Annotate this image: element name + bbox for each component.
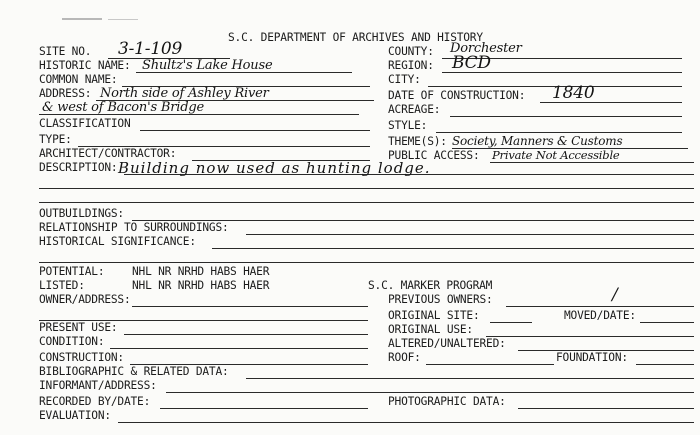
foundation-label: FOUNDATION: xyxy=(556,351,628,364)
public-access-line xyxy=(490,162,694,163)
themes-label: THEME(S): xyxy=(388,135,447,148)
moved-date-label: MOVED/DATE: xyxy=(564,309,636,322)
recorded-by-label: RECORDED BY/DATE: xyxy=(39,395,151,408)
bibliographic-label: BIBLIOGRAPHIC & RELATED DATA: xyxy=(39,365,229,378)
description-line-3 xyxy=(39,202,694,203)
description-label: DESCRIPTION: xyxy=(39,161,118,174)
smudge-mark xyxy=(62,18,102,20)
informant-label: INFORMANT/ADDRESS: xyxy=(39,379,157,392)
acreage-line xyxy=(450,116,682,117)
original-use-line xyxy=(486,336,694,337)
smudge-mark xyxy=(108,19,138,20)
roof-line xyxy=(426,364,554,365)
photographic-data-line xyxy=(518,408,694,409)
date-of-construction-value: 1840 xyxy=(552,83,595,103)
condition-line xyxy=(110,348,368,349)
original-site-mark: / xyxy=(612,285,618,305)
moved-date-line xyxy=(640,322,694,323)
previous-owners-label: PREVIOUS OWNERS: xyxy=(388,293,493,306)
county-label: COUNTY: xyxy=(388,45,434,58)
photographic-data-label: PHOTOGRAPHIC DATA: xyxy=(388,395,506,408)
owner-address-line xyxy=(132,306,368,307)
listed-codes: NHL NR NRHD HABS HAER xyxy=(132,279,270,292)
potential-label: POTENTIAL: xyxy=(39,265,105,278)
historical-significance-line xyxy=(212,248,694,249)
description-line-2 xyxy=(39,188,694,189)
listed-label: LISTED: xyxy=(39,279,85,292)
acreage-label: ACREAGE: xyxy=(388,103,441,116)
present-use-label: PRESENT USE: xyxy=(39,321,118,334)
architect-label: ARCHITECT/CONTRACTOR: xyxy=(39,147,177,160)
roof-label: ROOF: xyxy=(388,351,421,364)
region-label: REGION: xyxy=(388,59,434,72)
evaluation-line xyxy=(118,422,694,423)
type-label: TYPE: xyxy=(39,133,72,146)
address-label: ADDRESS: xyxy=(39,87,92,100)
original-site-line xyxy=(490,322,532,323)
style-line xyxy=(436,132,682,133)
classification-line xyxy=(140,130,370,131)
city-label: CITY: xyxy=(388,73,421,86)
classification-label: CLASSIFICATION xyxy=(39,117,131,130)
condition-label: CONDITION: xyxy=(39,335,105,348)
date-of-construction-label: DATE OF CONSTRUCTION: xyxy=(388,89,526,102)
card-title: S.C. DEPARTMENT OF ARCHIVES AND HISTORY xyxy=(228,31,483,44)
public-access-label: PUBLIC ACCESS: xyxy=(388,149,480,162)
foundation-line xyxy=(636,364,694,365)
relationship-label: RELATIONSHIP TO SURROUNDINGS: xyxy=(39,221,229,234)
common-name-label: COMMON NAME: xyxy=(39,73,118,86)
altered-label: ALTERED/UNALTERED: xyxy=(388,337,506,350)
evaluation-label: EVALUATION: xyxy=(39,409,111,422)
potential-codes: NHL NR NRHD HABS HAER xyxy=(132,265,270,278)
owner-address-label: OWNER/ADDRESS: xyxy=(39,293,131,306)
address-value-line2: & west of Bacon's Bridge xyxy=(42,100,204,115)
county-value: Dorchester xyxy=(450,41,522,56)
recorded-by-line xyxy=(160,408,368,409)
region-value: BCD xyxy=(452,53,491,73)
outbuildings-label: OUTBUILDINGS: xyxy=(39,207,124,220)
site-no-value: 3-1-109 xyxy=(118,39,183,59)
original-use-label: ORIGINAL USE: xyxy=(388,323,473,336)
description-value: Building now used as hunting lodge. xyxy=(118,159,431,177)
site-no-label: SITE NO. xyxy=(39,45,92,58)
present-use-line xyxy=(124,334,368,335)
historical-significance-line-2 xyxy=(39,262,694,263)
style-label: STYLE: xyxy=(388,119,428,132)
construction-label: CONSTRUCTION: xyxy=(39,351,124,364)
historical-significance-label: HISTORICAL SIGNIFICANCE: xyxy=(39,235,196,248)
themes-value: Society, Manners & Customs xyxy=(452,134,623,148)
marker-program-label: S.C. MARKER PROGRAM xyxy=(368,279,493,292)
relationship-line xyxy=(246,234,694,235)
historic-name-label: HISTORIC NAME: xyxy=(39,59,131,72)
previous-owners-line xyxy=(506,306,694,307)
bibliographic-line xyxy=(246,378,694,379)
public-access-value: Private Not Accessible xyxy=(492,148,620,162)
informant-line xyxy=(166,392,694,393)
historic-name-value: Shultz's Lake House xyxy=(142,58,273,73)
original-site-label: ORIGINAL SITE: xyxy=(388,309,480,322)
address-value-line1: North side of Ashley River xyxy=(100,86,269,101)
